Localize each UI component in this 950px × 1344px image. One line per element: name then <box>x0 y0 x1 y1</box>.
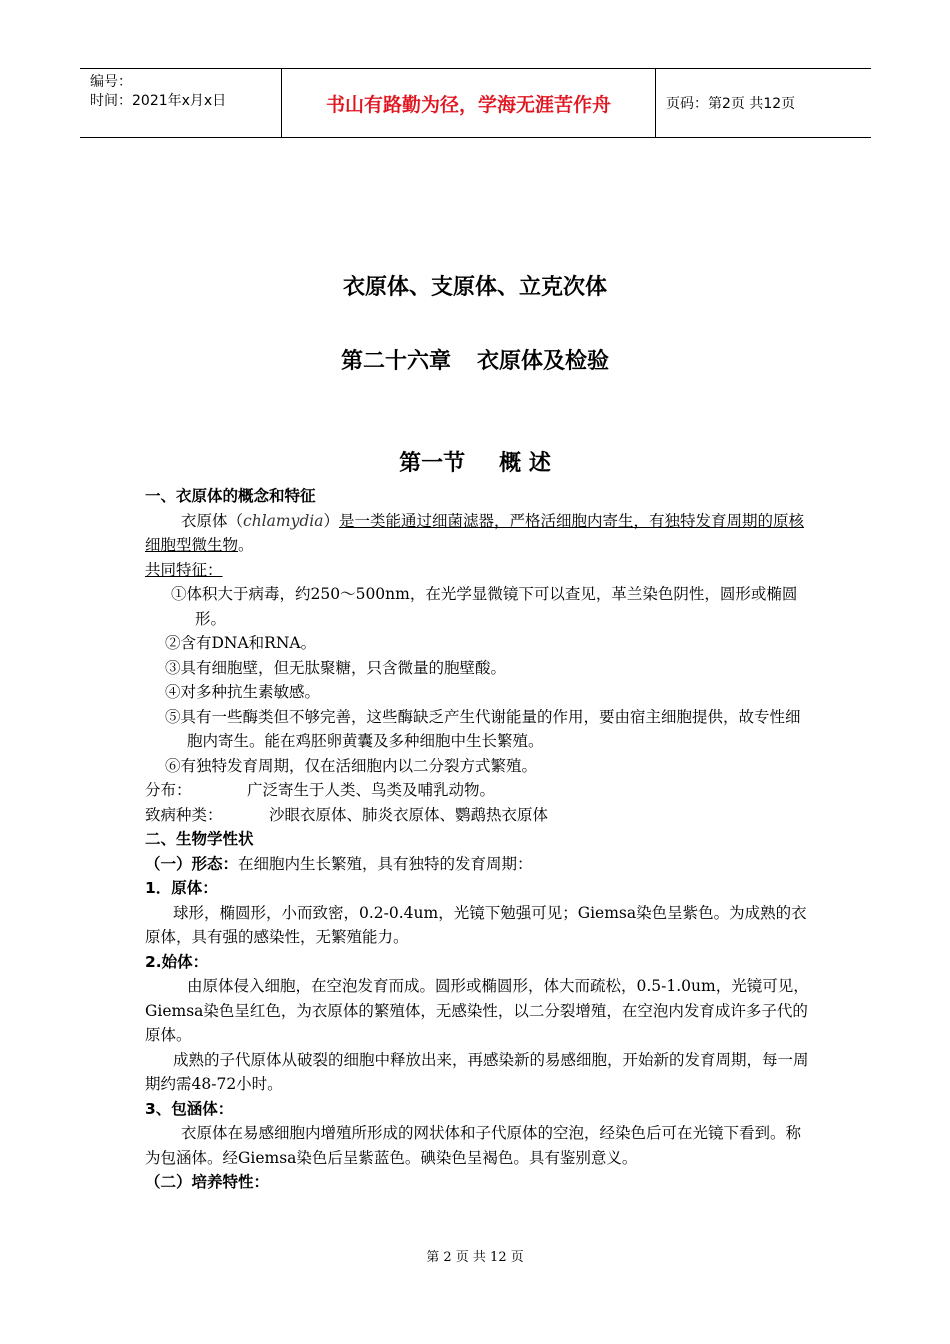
feature-item: ①体积大于病毒，约250～500nm，在光学显微镜下可以查见，革兰染色阴性，圆形或椭圆形。 <box>171 585 798 628</box>
heading-reticulate-body: 2.始体： <box>145 952 209 971</box>
pathogenic-species-line: 致病种类： 沙眼衣原体、肺炎衣原体、鹦鹉热衣原体 <box>145 805 549 824</box>
elementary-body-paragraph: 球形，椭圆形，小而致密，0.2-0.4um，光镜下勉强可见；Giemsa染色呈紫色。为成熟的衣原体，具有强的感染性，无繁殖能力。 <box>145 903 807 946</box>
header-motto: 书山有路勤为径，学海无涯苦作舟 <box>282 69 656 137</box>
section-title <box>0 446 950 477</box>
section-number: 第一节 <box>399 451 466 476</box>
date-label: 时间：2021年x月x日 <box>90 93 227 109</box>
page-footer: 第 2 页 共 12 页 <box>426 1250 524 1265</box>
reticulate-body-paragraph: 由原体侵入细胞，在空泡发育而成。圆形或椭圆形，体大而疏松，0.5-1.0um，光镜可见，Giemsa染色呈红色，为衣原体的繁殖体，无感染性，以二分裂增殖，在空泡内发育成许多子代的原体。 <box>145 977 809 1044</box>
feature-item: ⑤具有一些酶类但不够完善，这些酶缺乏产生代谢能量的作用，要由宿主细胞提供，故专性细胞内寄生。能在鸡胚卵黄囊及多种细胞中生长繁殖。 <box>165 707 801 750</box>
heading-concept: 一、衣原体的概念和特征 <box>145 487 316 505</box>
chapter-name: 衣原体及检验 <box>477 349 610 374</box>
feature-item: ②含有DNA和RNA。 <box>165 634 317 652</box>
section-name: 概 述 <box>499 451 551 476</box>
heading-biology: 二、生物学性状 <box>145 830 254 848</box>
header-page-label: 页码：第2页 共12页 <box>666 96 796 112</box>
heading-elementary-body: 1．原体： <box>145 879 218 897</box>
document-body <box>145 484 810 1195</box>
heading-inclusion-body: 3、包涵体： <box>145 1099 234 1118</box>
distribution-line: 分布： 广泛寄生于人类、鸟类及哺乳动物。 <box>145 781 496 799</box>
definition-paragraph: 衣原体（chlamydia）是一类能通过细菌滤器，严格活细胞内寄生，有独特发育周期的原核细胞型微生物。 <box>145 511 804 554</box>
latin-name: chlamydia <box>243 511 324 530</box>
morphology-line: （一）形态：在细胞内生长繁殖，具有独特的发育周期： <box>145 854 533 873</box>
heading-culture: （二）培养特性： <box>145 1173 270 1191</box>
cycle-paragraph: 成熟的子代原体从破裂的细胞中释放出来，再感染新的易感细胞，开始新的发育周期，每一周期约需48-72小时。 <box>145 1050 809 1093</box>
inclusion-body-paragraph: 衣原体在易感细胞内增殖所形成的网状体和子代原体的空泡，经染色后可在光镜下看到。称为包涵体。经Giemsa染色后呈紫蓝色。碘染色呈褐色。具有鉴别意义。 <box>145 1124 802 1167</box>
feature-item: ③具有细胞壁，但无肽聚糖，只含微量的胞壁酸。 <box>165 658 507 677</box>
chapter-title <box>0 344 950 375</box>
feature-item: ④对多种抗生素敏感。 <box>165 683 321 701</box>
main-title: 衣原体、支原体、立克次体 <box>342 275 607 300</box>
header-table <box>80 68 871 138</box>
header-meta <box>80 69 282 137</box>
number-label: 编号： <box>90 74 132 90</box>
common-features-label: 共同特征： <box>145 560 223 579</box>
chapter-number: 第二十六章 <box>340 349 451 374</box>
definition-text: 是一类能通过细菌滤器，严格活细胞内寄生，有独特发育周期的原核细胞型微生物 <box>145 511 804 554</box>
feature-item: ⑥有独特发育周期，仅在活细胞内以二分裂方式繁殖。 <box>165 756 538 775</box>
